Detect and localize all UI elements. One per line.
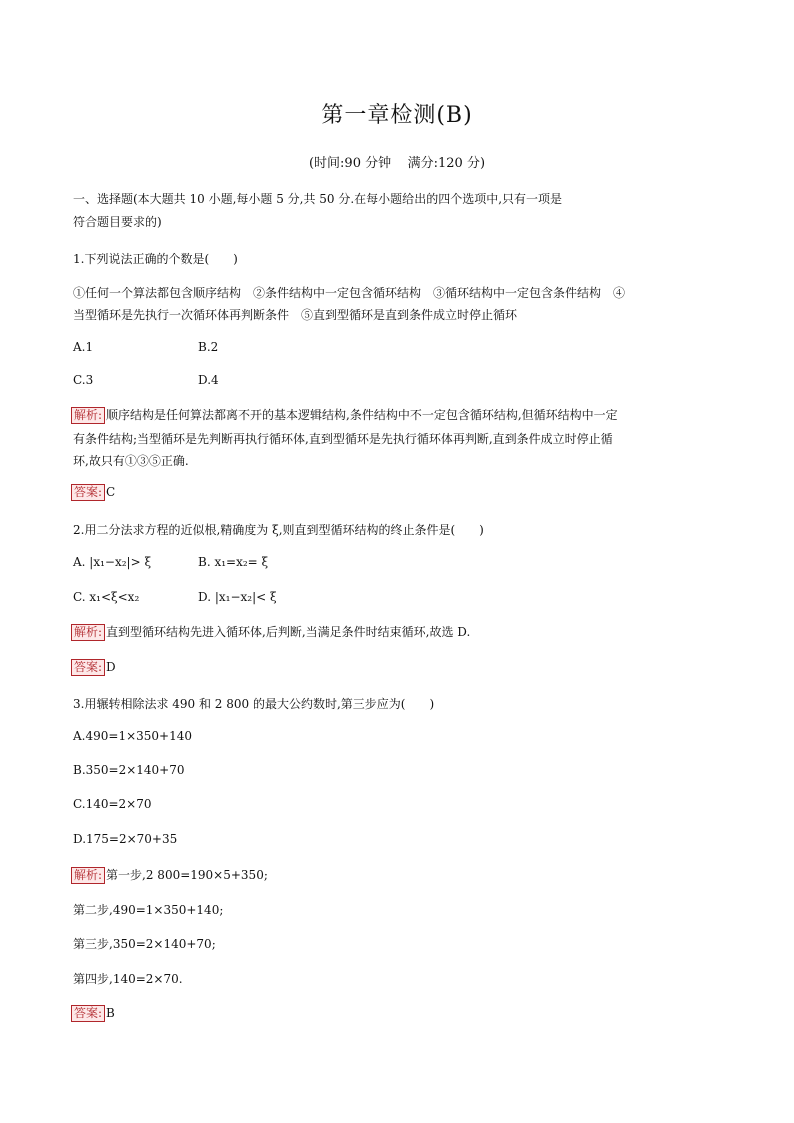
exam-info: (时间:90 分钟 满分:120 分) — [308, 156, 486, 171]
q2-analysis — [71, 623, 470, 641]
q3-analysis-step3: 第三步,350=2×140+70; — [73, 937, 216, 951]
q2-analysis-text: 直到型循环结构先进入循环体,后判断,当满足条件时结束循环,故选 D. — [106, 625, 471, 639]
q1-stem: 1.下列说法正确的个数是( ) — [73, 252, 238, 266]
answer-tag: 答案: — [71, 484, 105, 501]
q1-statement-line1: ①任何一个算法都包含顺序结构 ②条件结构中一定包含循环结构 ③循环结构中一定包含条件结构 ④ — [73, 286, 626, 300]
q1-option-c: C.3 — [73, 373, 94, 387]
q1-option-d: D.4 — [198, 373, 219, 387]
q1-analysis-line2: 有条件结构;当型循环是先判断再执行循环体,直到型循环是先执行循环体再判断,直到条件成立时停止循 — [73, 432, 613, 446]
q3-option-c: C.140=2×70 — [73, 797, 152, 811]
q1-option-b: B.2 — [198, 340, 219, 354]
q1-statement-line2: 当型循环是先执行一次循环体再判断条件 ⑤直到型循环是直到条件成立时停止循环 — [73, 308, 518, 322]
q1-answer-value: C — [106, 485, 116, 499]
section-heading-line2: 符合题目要求的) — [73, 215, 162, 229]
q2-option-d: D. |x₁−x₂|< ξ — [198, 590, 277, 604]
q2-option-a: A. |x₁−x₂|> ξ — [73, 555, 152, 569]
q2-option-c: C. x₁<ξ<x₂ — [73, 590, 140, 604]
q1-analysis-line1 — [71, 406, 618, 424]
q3-option-b: B.350=2×140+70 — [73, 763, 185, 777]
q3-analysis-step1 — [71, 866, 268, 884]
q2-answer-value: D — [106, 660, 116, 674]
analysis-tag: 解析: — [71, 624, 105, 641]
q3-answer-value: B — [106, 1006, 115, 1020]
q3-option-a: A.490=1×350+140 — [73, 729, 192, 743]
q2-option-b: B. x₁=x₂= ξ — [198, 555, 269, 569]
q3-step1-text: 第一步,2 800=190×5+350; — [106, 868, 268, 882]
q1-analysis-text1: 顺序结构是任何算法都离不开的基本逻辑结构,条件结构中不一定包含循环结构,但循环结构中一定 — [106, 408, 618, 422]
q3-answer — [71, 1005, 115, 1022]
q1-answer — [71, 484, 115, 501]
q3-analysis-step4: 第四步,140=2×70. — [73, 972, 183, 986]
q3-stem: 3.用辗转相除法求 490 和 2 800 的最大公约数时,第三步应为( ) — [73, 697, 435, 711]
q1-analysis-line3: 环,故只有①③⑤正确. — [73, 454, 189, 468]
q1-option-a: A.1 — [73, 340, 94, 354]
analysis-tag: 解析: — [71, 407, 105, 424]
answer-tag: 答案: — [71, 1005, 105, 1022]
section-heading-line1: 一、选择题(本大题共 10 小题,每小题 5 分,共 50 分.在每小题给出的四个选项中,只有一项是 — [73, 192, 563, 206]
answer-tag: 答案: — [71, 659, 105, 676]
q3-analysis-step2: 第二步,490=1×350+140; — [73, 903, 224, 917]
q2-answer — [71, 659, 116, 676]
q2-stem: 2.用二分法求方程的近似根,精确度为 ξ,则直到型循环结构的终止条件是( ) — [73, 523, 484, 537]
analysis-tag: 解析: — [71, 867, 105, 884]
q3-option-d: D.175=2×70+35 — [73, 832, 178, 846]
page-title: 第一章检测(B) — [321, 103, 473, 128]
